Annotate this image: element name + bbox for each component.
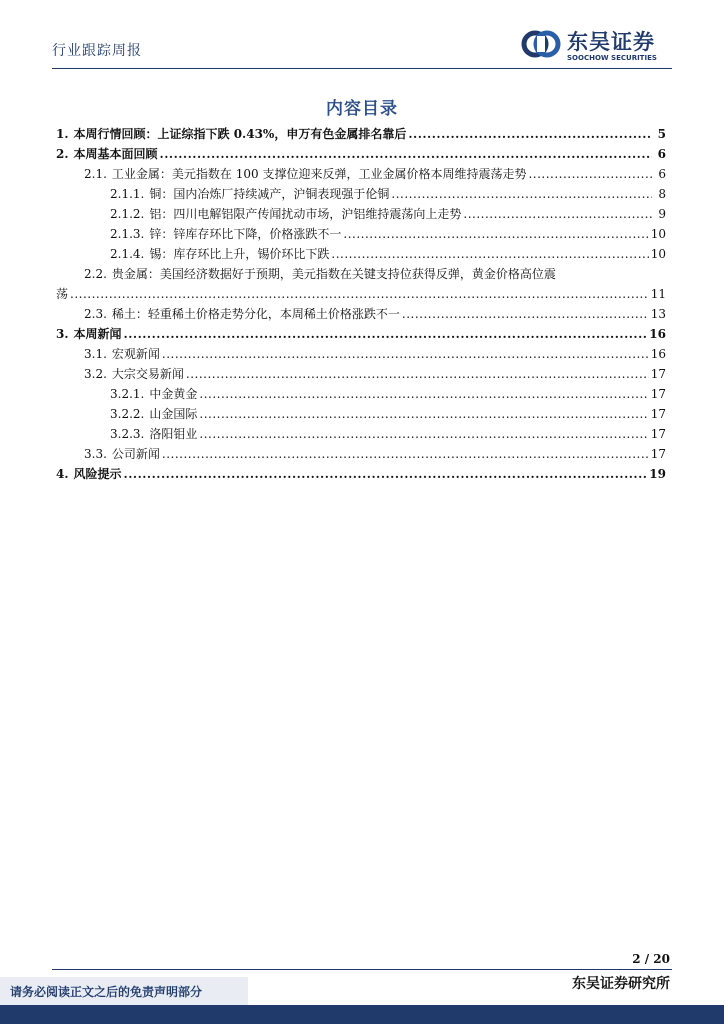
- brand-logo: [521, 26, 671, 62]
- header-divider: [52, 68, 672, 69]
- toc-entry-2-1[interactable]: [56, 164, 666, 184]
- disclaimer-box: [0, 977, 248, 1005]
- leader-dots: [199, 424, 648, 444]
- toc-entry-page: 6: [657, 147, 666, 161]
- toc-entry-number: 4.: [56, 467, 69, 481]
- toc-entry-page: 16: [650, 347, 666, 361]
- toc-entry-page: 6: [658, 167, 666, 181]
- toc-entry-1[interactable]: [56, 124, 666, 144]
- toc-entry-title: 铜：国内冶炼厂持续减产，沪铜表现强于伦铜: [149, 187, 390, 201]
- toc-entry-page: 19: [649, 467, 666, 481]
- leader-dots: [162, 344, 649, 364]
- leader-dots: [124, 464, 648, 484]
- toc-entry-3[interactable]: [56, 324, 666, 344]
- toc-entry-title: 稀土：轻重稀土价格走势分化，本周稀土价格涨跌不一: [111, 307, 400, 321]
- footer-divider: [52, 969, 672, 970]
- leader-dots: [124, 324, 648, 344]
- toc-entry-3-2-1[interactable]: [56, 384, 666, 404]
- toc-entry-title: 风险提示: [73, 467, 122, 481]
- toc-entry-page: 13: [650, 307, 666, 321]
- report-type-label: 行业跟踪周报: [52, 43, 142, 59]
- leader-dots: [408, 124, 652, 144]
- toc-entry-title: 洛阳钼业: [149, 427, 198, 441]
- leader-dots: [186, 364, 649, 384]
- toc-entry-title: 中金黄金: [149, 387, 198, 401]
- toc-entry-2-3[interactable]: [56, 304, 666, 324]
- leader-dots: [391, 184, 652, 204]
- toc-entry-number: 3.: [56, 327, 69, 341]
- toc-title: 内容目录: [326, 99, 398, 119]
- toc-entry-number: 2.1.: [84, 167, 107, 181]
- toc-entry-4[interactable]: [56, 464, 666, 484]
- toc-entry-number: 3.3.: [84, 447, 107, 461]
- toc-entry-2-1-3[interactable]: [56, 224, 666, 244]
- toc-entry-title: 大宗交易新闻: [111, 367, 184, 381]
- toc-entry-title: 铝：四川电解铝限产传闻扰动市场，沪铝维持震荡向上走势: [149, 207, 462, 221]
- logo-text-cn: 东吴证券: [567, 30, 655, 54]
- toc-entry-page: 11: [650, 287, 666, 301]
- toc-entry-3-1[interactable]: [56, 344, 666, 364]
- leader-dots: [331, 244, 648, 264]
- toc-entry-number: 3.1.: [84, 347, 107, 361]
- leader-dots: [199, 384, 648, 404]
- toc-entry-3-2-2[interactable]: [56, 404, 666, 424]
- toc-entry-page: 10: [650, 247, 666, 261]
- toc-entry-title: 山金国际: [149, 407, 198, 421]
- toc-entry-number: 1.: [56, 127, 69, 141]
- toc-entry-3-3[interactable]: [56, 444, 666, 464]
- table-of-contents: [56, 124, 666, 484]
- toc-entry-number: 2.1.2.: [110, 207, 145, 221]
- leader-dots: [463, 204, 652, 224]
- toc-entry-number: 2.1.4.: [110, 247, 145, 261]
- toc-entry-3-2[interactable]: [56, 364, 666, 384]
- toc-entry-page: 17: [650, 387, 666, 401]
- toc-entry-page: 17: [650, 427, 666, 441]
- toc-entry-number: 2.1.1.: [110, 187, 145, 201]
- leader-dots: [199, 404, 648, 424]
- toc-entry-title: 公司新闻: [111, 447, 160, 461]
- toc-entry-page: 9: [658, 207, 666, 221]
- toc-entry-title: 贵金属：美国经济数据好于预期，美元指数在关键支持位获得反弹，黄金价格高位震: [111, 267, 556, 281]
- leader-dots: [343, 224, 648, 244]
- toc-entry-number: 2.2.: [84, 267, 107, 281]
- toc-entry-title: 工业金属：美元指数在 100 支撑位迎来反弹，工业金属价格本周维持震荡走势: [111, 167, 527, 181]
- toc-entry-number: 3.2.: [84, 367, 107, 381]
- logo-text-en: SOOCHOW SECURITIES: [567, 54, 657, 62]
- toc-entry-number: 2.3.: [84, 307, 107, 321]
- toc-entry-2-2[interactable]: [56, 264, 666, 304]
- toc-entry-title: 锡：库存环比上升，锡价环比下跌: [149, 247, 330, 261]
- toc-entry-title: 本周行情回顾：上证综指下跌 0.43%，申万有色金属排名靠后: [73, 127, 407, 141]
- toc-entry-number: 3.2.3.: [110, 427, 145, 441]
- page-indicator: 2 / 20: [632, 952, 670, 966]
- toc-entry-title: 本周基本面回顾: [73, 147, 158, 161]
- toc-entry-page: 8: [658, 187, 666, 201]
- toc-entry-number: 2.: [56, 147, 69, 161]
- toc-entry-2-1-4[interactable]: [56, 244, 666, 264]
- toc-entry-2-1-1[interactable]: [56, 184, 666, 204]
- toc-entry-page: 17: [650, 407, 666, 421]
- toc-entry-page: 17: [650, 447, 666, 461]
- toc-entry-number: 3.2.1.: [110, 387, 145, 401]
- toc-entry-title-continued: 荡: [56, 287, 69, 301]
- toc-entry-page: 5: [657, 127, 666, 141]
- leader-dots: [528, 164, 652, 184]
- toc-entry-page: 16: [649, 327, 666, 341]
- footer-bar: [0, 1005, 724, 1024]
- leader-dots: [70, 284, 649, 304]
- toc-entry-3-2-3[interactable]: [56, 424, 666, 444]
- toc-entry-title: 锌：锌库存环比下降，价格涨跌不一: [149, 227, 342, 241]
- soochow-logo-icon: [521, 26, 561, 62]
- toc-entry-page: 17: [650, 367, 666, 381]
- toc-entry-title: 宏观新闻: [111, 347, 160, 361]
- leader-dots: [160, 144, 652, 164]
- toc-entry-page: 10: [650, 227, 666, 241]
- toc-entry-2[interactable]: [56, 144, 666, 164]
- institute-name: 东吴证券研究所: [572, 976, 670, 992]
- leader-dots: [402, 304, 649, 324]
- toc-entry-number: 3.2.2.: [110, 407, 145, 421]
- toc-entry-title: 本周新闻: [73, 327, 122, 341]
- toc-entry-2-1-2[interactable]: [56, 204, 666, 224]
- leader-dots: [162, 444, 649, 464]
- disclaimer-text: 请务必阅读正文之后的免责声明部分: [10, 985, 203, 999]
- toc-entry-number: 2.1.3.: [110, 227, 145, 241]
